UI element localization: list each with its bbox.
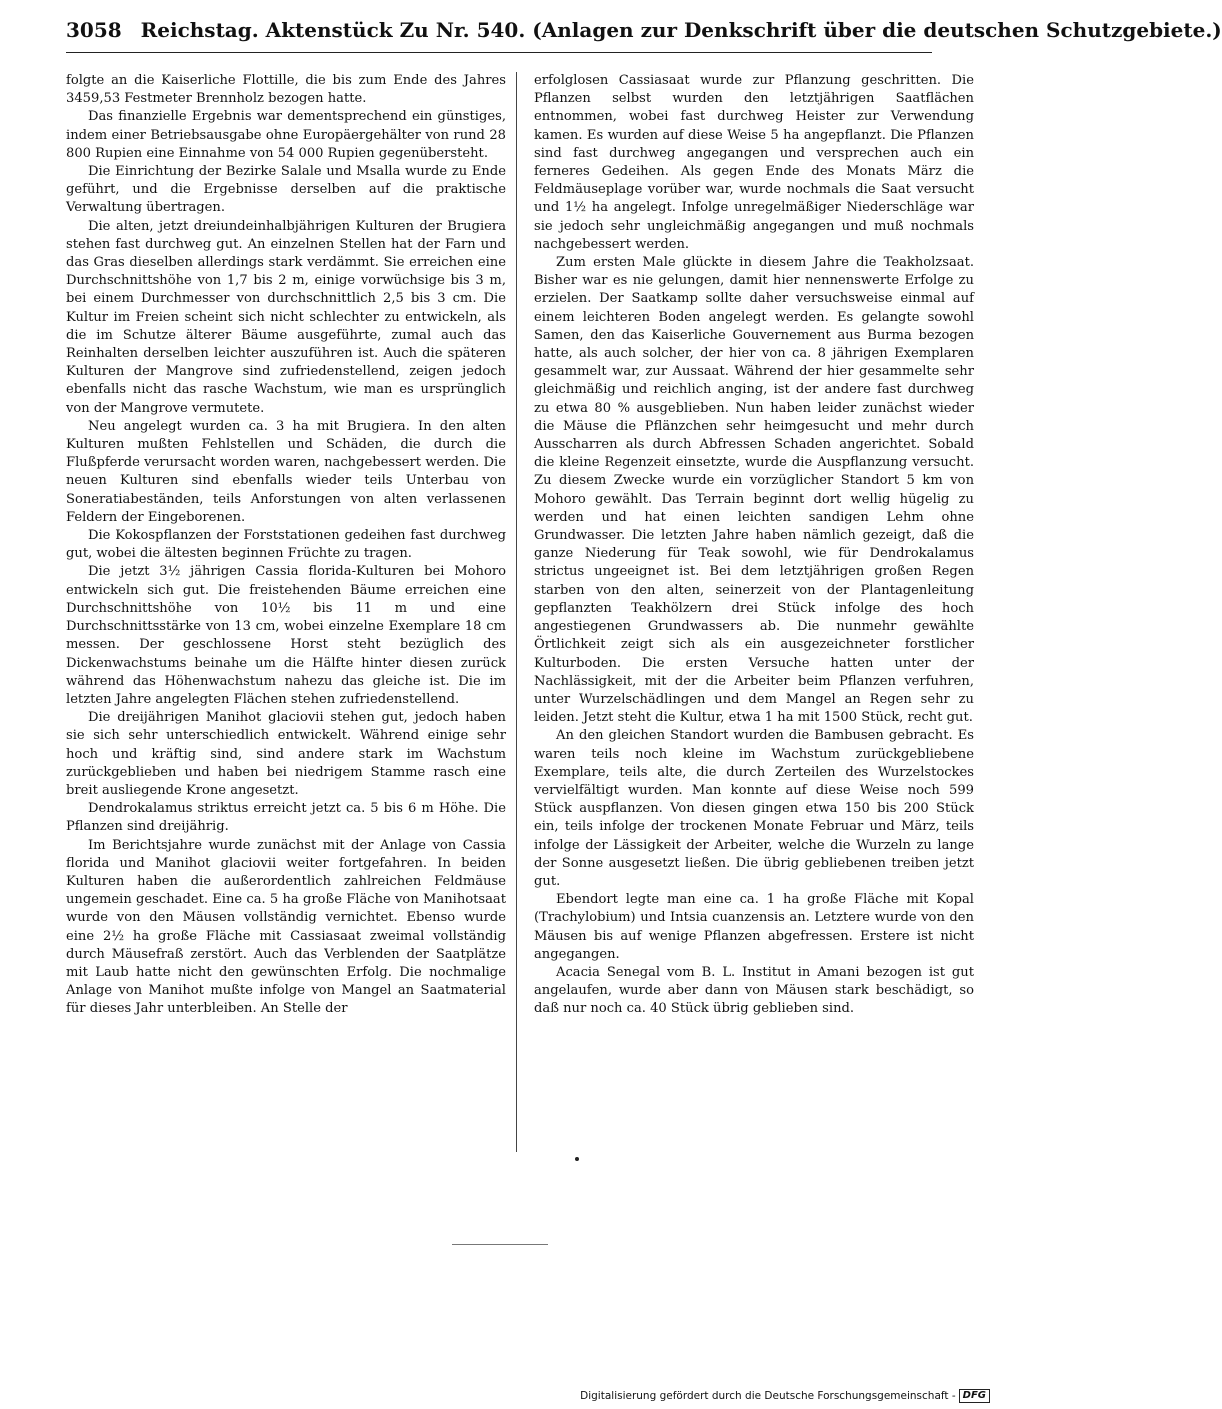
- end-dot: [575, 1157, 579, 1161]
- paragraph: Zum ersten Male glückte in diesem Jahre die Teakholzsaat. Bisher war es nie gelungen, damit hier nennenswerte Erfolge zu erzielen. Der Saatkamp sollte daher versuchsweise einmal auf einem leichteren Boden angelegt werden. Es gelangte sowohl Samen, den das Kaiserliche Gouvernement aus Burma bezogen hatte, als auch solcher, der hier von ca. 8 jährigen Exemplaren gesammelt war, zur Aussaat. Während der hier gesammelte sehr gleichmäßig und reichlich anging, ist der andere fast durchweg zu etwa 80 % ausgeblieben. Nun haben leider zunächst wieder die Mäuse die Pflänzchen sehr heimgesucht und mehr durch Ausscharren als durch Abfressen Schaden angerichtet. Sobald die kleine Regenzeit einsetzte, wurde die Auspflanzung versucht. Zu diesem Zwecke wurde ein vorzüglicher Standort 5 km von Mohoro gewählt. Das Terrain beginnt dort wellig hügelig zu werden und hat einen leichten sandigen Lehm ohne Grundwasser. Die letzten Jahre haben nämlich gezeigt, daß die ganze Niederung für Teak sowohl, wie für Dendrokalamus strictus ungeeignet ist. Bei dem letztjährigen großen Regen starben von den alten, seinerzeit von der Plantagenleitung gepflanzten Teakhölzern drei Stück infolge des hoch angestiegenen Grundwassers ab. Die nunmehr gewählte Örtlichkeit zeigt sich als ein ausgezeichneter forstlicher Kulturboden. Die ersten Versuche hatten unter der Nachlässigkeit, mit der die Arbeiter beim Pflanzen verfuhren, unter Wurzelschädlingen und dem Mangel an Regen sehr zu leiden. Jetzt steht die Kultur, etwa 1 ha mit 1500 Stück, recht gut.: [534, 255, 974, 726]
- paragraph: Acacia Senegal vom B. L. Institut in Amani bezogen ist gut angelaufen, wurde aber dann von Mäusen stark beschädigt, so daß nur noch ca. 40 Stück übrig geblieben sind.: [534, 964, 974, 1017]
- end-rule: [452, 1244, 548, 1245]
- digitization-footer: [580, 1389, 990, 1403]
- paragraph: An den gleichen Standort wurden die Bambusen gebracht. Es waren teils noch kleine im Wachstum zurückgebliebene Exemplare, teils alte, die durch Zerteilen des Wurzelstockes vervielfältigt wurden. Man konnte auf diese Weise noch 599 Stück auspflanzen. Von diesen gingen etwa 150 bis 200 Stück ein, teils infolge der trockenen Monate Februar und März, teils infolge der Lässigkeit der Arbeiter, welche die Wurzeln zu lange der Sonne ausgesetzt ließen. Die übrig gebliebenen treiben jetzt gut.: [534, 728, 974, 889]
- paragraph: Ebendort legte man eine ca. 1 ha große Fläche mit Kopal (Trachylobium) und Intsia cuanzensis an. Letztere wurde von den Mäusen bis auf wenige Pflanzen abgefressen. Erstere ist nicht angegangen.: [534, 892, 974, 962]
- paragraph: Die jetzt 3½ jährigen Cassia florida-Kulturen bei Mohoro entwickeln sich gut. Die freistehenden Bäume erreichen eine Durchschnittshöhe von 10½ bis 11 m und eine Durchschnittsstärke von 13 cm, wobei einzelne Exemplare 18 cm messen. Der geschlossene Horst steht bezüglich des Dickenwachstums beinahe um die Hälfte hinter diesen zurück während das Höhenwachstum nahezu das gleiche ist. Die im letzten Jahre angelegten Flächen stehen zufriedenstellend.: [66, 564, 506, 707]
- paragraph: erfolglosen Cassiasaat wurde zur Pflanzung geschritten. Die Pflanzen selbst wurden den letztjährigen Saatflächen entnommen, wobei fast durchweg Heister zur Verwendung kamen. Es wurden auf diese Weise 5 ha angepflanzt. Die Pflanzen sind fast durchweg angegangen und versprechen auch ein ferneres Gedeihen. Als gegen Ende des Monats März die Feldmäuseplage vorüber war, wurde nochmals die Saat versucht und 1½ ha angelegt. Infolge unregelmäßiger Niederschläge war sie jedoch sehr ungleichmäßig angegangen und muß nochmals nachgebessert werden.: [534, 73, 974, 252]
- paragraph: Die alten, jetzt dreiundeinhalbjährigen Kulturen der Brugiera stehen fast durchweg gut. An einzelnen Stellen hat der Farn und das Gras dieselben allerdings stark verdämmt. Sie erreichen eine Durchschnittshöhe von 1,7 bis 2 m, einige vorwüchsige bis 3 m, bei einem Durchmesser von durchschnittlich 2,5 bis 3 cm. Die Kultur im Freien scheint sich nicht schlechter zu entwickeln, als die im Schutze älterer Bäume ausgeführte, zumal auch das Reinhalten derselben leichter auszuführen ist. Auch die späteren Kulturen der Mangrove sind zufriedenstellend, zeigen jedoch ebenfalls nicht das rasche Wachstum, wie man es ursprünglich von der Mangrove vermutete.: [66, 218, 506, 416]
- paragraph: Dendrokalamus striktus erreicht jetzt ca. 5 bis 6 m Höhe. Die Pflanzen sind dreijährig.: [66, 801, 506, 835]
- dfg-logo: DFG: [959, 1389, 990, 1403]
- header-rule: [66, 52, 932, 53]
- column-divider: [516, 72, 517, 1152]
- paragraph: Die Kokospflanzen der Forststationen gedeihen fast durchweg gut, wobei die ältesten beginnen Früchte zu tragen.: [66, 528, 506, 562]
- paragraph: Im Berichtsjahre wurde zunächst mit der Anlage von Cassia florida und Manihot glaciovii weiter fortgefahren. In beiden Kulturen haben die außerordentlich zahlreichen Feldmäuse ungemein geschadet. Eine ca. 5 ha große Fläche von Manihotsaat wurde von den Mäusen vollständig vernichtet. Ebenso wurde eine 2½ ha große Fläche mit Cassiasaat zweimal vollständig durch Mäusefraß zerstört. Auch das Verblenden der Saatplätze mit Laub hatte nicht den gewünschten Erfolg. Die nochmalige Anlage von Manihot mußte infolge von Mangel an Saatmaterial für dieses Jahr unterbleiben. An Stelle der: [66, 837, 506, 1017]
- left-column: [66, 72, 506, 1182]
- paragraph: Die Einrichtung der Bezirke Salale und Msalla wurde zu Ende geführt, und die Ergebnisse derselben auf die praktische Verwaltung übertragen.: [66, 164, 506, 216]
- right-column: [534, 72, 974, 1182]
- footer-text: Digitalisierung gefördert durch die Deutsche Forschungsgemeinschaft -: [580, 1390, 956, 1402]
- page-header-title: Reichstag. Aktenstück Zu Nr. 540. (Anlagen zur Denkschrift über die deutschen Schutzgebiete.): [140, 18, 1222, 42]
- paragraph: Das finanzielle Ergebnis war dementsprechend ein günstiges, indem einer Betriebsausgabe ohne Europäergehälter von rund 28 800 Rupien eine Einnahme von 54 000 Rupien gegenübersteht.: [66, 109, 506, 161]
- page-number: 3058: [66, 18, 122, 42]
- paragraph: Die dreijährigen Manihot glaciovii stehen gut, jedoch haben sie sich sehr unterschiedlich entwickelt. Während einige sehr hoch und kräftig sind, sind andere stark im Wachstum zurückgeblieben und haben bei niedrigem Stamme rasch eine breit ausliegende Krone angesetzt.: [66, 710, 506, 798]
- paragraph: Neu angelegt wurden ca. 3 ha mit Brugiera. In den alten Kulturen mußten Fehlstellen und Schäden, die durch die Flußpferde verursacht worden waren, nachgebessert werden. Die neuen Kulturen sind ebenfalls wieder teils Unterbau von Soneratiabeständen, teils Anforstungen von alten verlassenen Feldern der Eingeborenen.: [66, 418, 506, 525]
- paragraph: folgte an die Kaiserliche Flottille, die bis zum Ende des Jahres 3459,53 Festmeter Brennholz bezogen hatte.: [66, 73, 506, 107]
- page-header: [66, 18, 1222, 52]
